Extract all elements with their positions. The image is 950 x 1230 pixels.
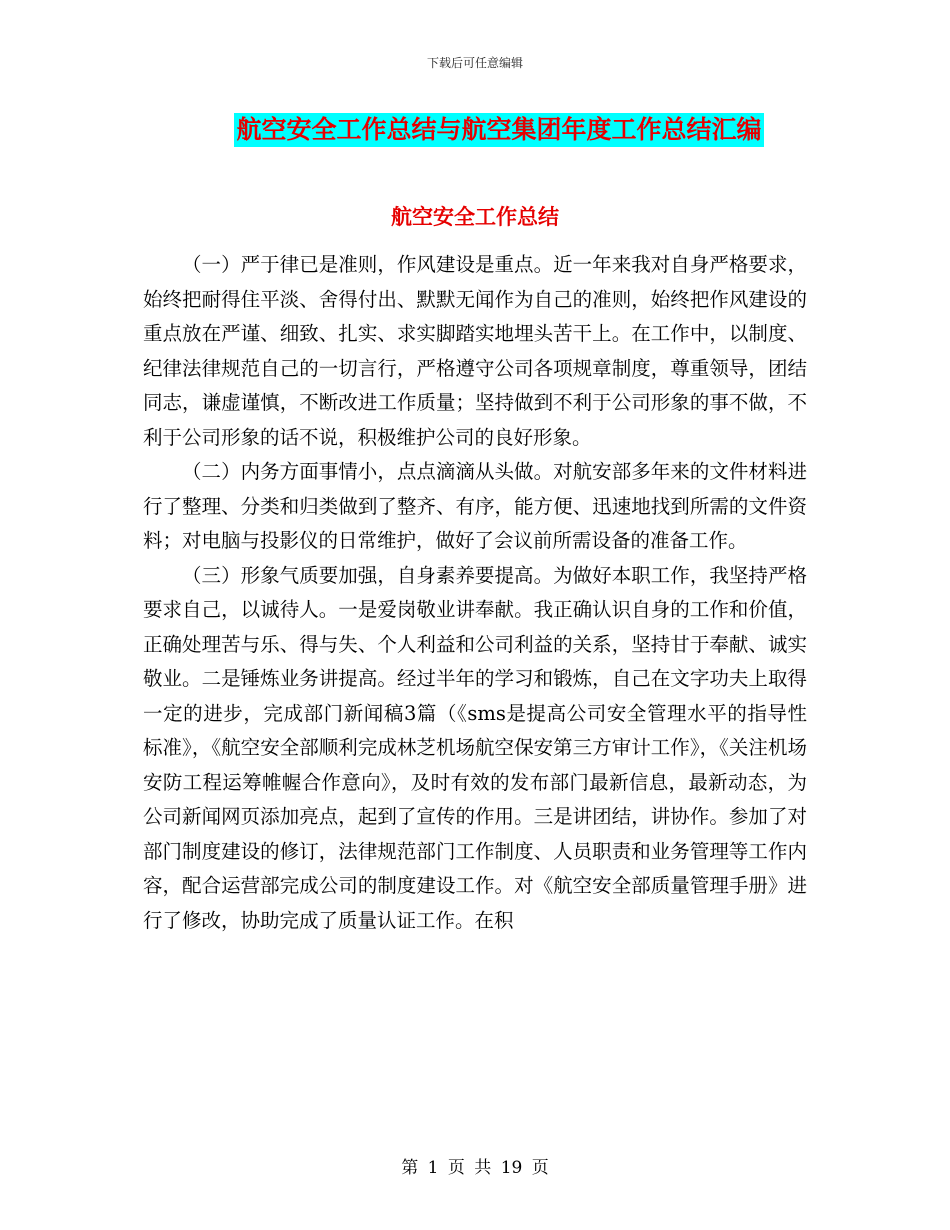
body-text [143,248,807,938]
paragraph-1: （一）严于律已是准则，作风建设是重点。近一年来我对自身严格要求，始终把耐得住平淡、舍得付出、默默无闻作为自己的准则，始终把作风建设的重点放在严谨、细致、扎实、求实脚踏实地埋头苦干上。在工作中，以制度、纪律法律规范自己的一切言行，严格遵守公司各项规章制度，尊重领导，团结同志，谦虚谨慎，不断改进工作质量；坚持做到不利于公司形象的事不做，不利于公司形象的话不说，积极维护公司的良好形象。 [143,253,807,449]
document-title-text: 航空安全工作总结与航空集团年度工作总结汇编 [234,113,763,147]
paragraph-3: （三）形象气质要加强，自身素养要提高。为做好本职工作，我坚持严格要求自己，以诚待人。一是爱岗敬业讲奉献。我正确认识自身的工作和价值，正确处理苦与乐、得与失、个人利益和公司利益的关系，坚持甘于奉献、诚实敬业。二是锤炼业务讲提高。经过半年的学习和锻炼，自己在文字功夫上取得一定的进步，完成部门新闻稿3篇（《sms是提高公司安全管理水平的指导性标准》，《航空安全部顺利完成林芝机场航空保安第三方审计工作》，《关注机场安防工程运筹帷幄合作意向》，及时有效的发布部门最新信息，最新动态，为公司新闻网页添加亮点，起到了宣传的作用。三是讲团结，讲协作。参加了对部门制度建设的修订，法律规范部门工作制度、人员职责和业务管理等工作内容，配合运营部完成公司的制度建设工作。对《航空安全部质量管理手册》进行了修改，协助完成了质量认证工作。在积 [143,563,807,932]
section-title: 航空安全工作总结 [391,205,559,229]
document-title [0,113,950,147]
page-number: 第 1 页 共 19 页 [401,1158,549,1178]
paragraph-2: （二）内务方面事情小，点点滴滴从头做。对航安部多年来的文件材料进行了整理、分类和归类做到了整齐、有序，能方便、迅速地找到所需的文件资料；对电脑与投影仪的日常维护，做好了会议前所需设备的准备工作。 [143,460,807,552]
header-note: 下载后可任意编辑 [426,56,523,70]
